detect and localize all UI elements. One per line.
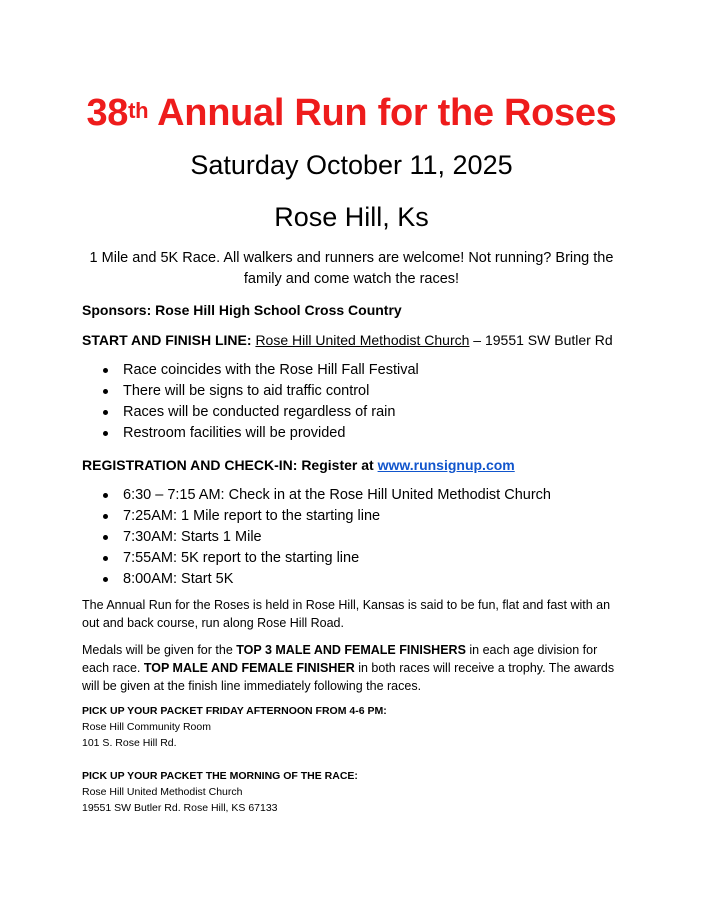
venue-name: Rose Hill United Methodist Church	[255, 332, 470, 348]
medals-text	[82, 641, 627, 695]
race-notes-list	[82, 360, 419, 444]
list-item: 7:25AM: 1 Mile report to the starting line	[82, 506, 551, 527]
medals-part: in both races will receive a trophy. The awards will be given at the finish line immediately following the races.	[82, 661, 615, 693]
pickup-morning-address: 19551 SW Butler Rd. Rose Hill, KS 67133	[82, 802, 278, 814]
pickup-morning-heading: PICK UP YOUR PACKET THE MORNING OF THE RACE:	[82, 770, 358, 782]
pickup-morning-place: Rose Hill United Methodist Church	[82, 786, 243, 798]
pickup-friday-place: Rose Hill Community Room	[82, 721, 211, 733]
medals-emphasis: TOP 3 MALE AND FEMALE FINISHERS	[236, 643, 466, 657]
registration-label: REGISTRATION AND CHECK-IN: Register at	[82, 457, 378, 473]
event-title	[0, 90, 703, 136]
medals-part: in each age division for each race.	[82, 643, 598, 675]
sponsors-line: Sponsors: Rose Hill High School Cross Country	[82, 302, 402, 318]
list-item: Races will be conducted regardless of rain	[82, 402, 419, 423]
event-location: Rose Hill, Ks	[274, 202, 429, 232]
list-item: Restroom facilities will be provided	[82, 423, 419, 444]
venue-address: – 19551 SW Butler Rd	[469, 332, 613, 348]
event-date: Saturday October 11, 2025	[190, 150, 513, 180]
title-ordinal: th	[128, 98, 149, 123]
registration-line	[82, 455, 642, 475]
start-finish-line	[82, 330, 642, 350]
list-item: 7:55AM: 5K report to the starting line	[82, 548, 551, 569]
title-number: 38	[86, 92, 129, 134]
list-item: There will be signs to aid traffic control	[82, 381, 419, 402]
list-item: 7:30AM: Starts 1 Mile	[82, 527, 551, 548]
list-item: 6:30 – 7:15 AM: Check in at the Rose Hill United Methodist Church	[82, 485, 551, 506]
pickup-morning	[82, 768, 358, 816]
intro-text: 1 Mile and 5K Race. All walkers and runners are welcome! Not running? Bring the family and come watch the races!	[89, 250, 614, 287]
registration-link[interactable]: www.runsignup.com	[377, 457, 515, 473]
title-text: Annual Run for the Roses	[148, 92, 617, 134]
medals-emphasis: TOP MALE AND FEMALE FINISHER	[143, 661, 355, 675]
pickup-friday-heading: PICK UP YOUR PACKET FRIDAY AFTERNOON FROM 4-6 PM:	[82, 705, 387, 717]
medals-part: Medals will be given for the	[82, 643, 237, 657]
list-item: 8:00AM: Start 5K	[82, 569, 551, 590]
description-text: The Annual Run for the Roses is held in Rose Hill, Kansas is said to be fun, flat and fast with an out and back course, run along Rose Hill Road.	[82, 598, 611, 630]
list-item: Race coincides with the Rose Hill Fall Festival	[82, 360, 419, 381]
pickup-friday	[82, 703, 387, 751]
start-finish-label: START AND FINISH LINE:	[82, 332, 252, 348]
pickup-friday-address: 101 S. Rose Hill Rd.	[82, 737, 177, 749]
schedule-list	[82, 485, 551, 590]
